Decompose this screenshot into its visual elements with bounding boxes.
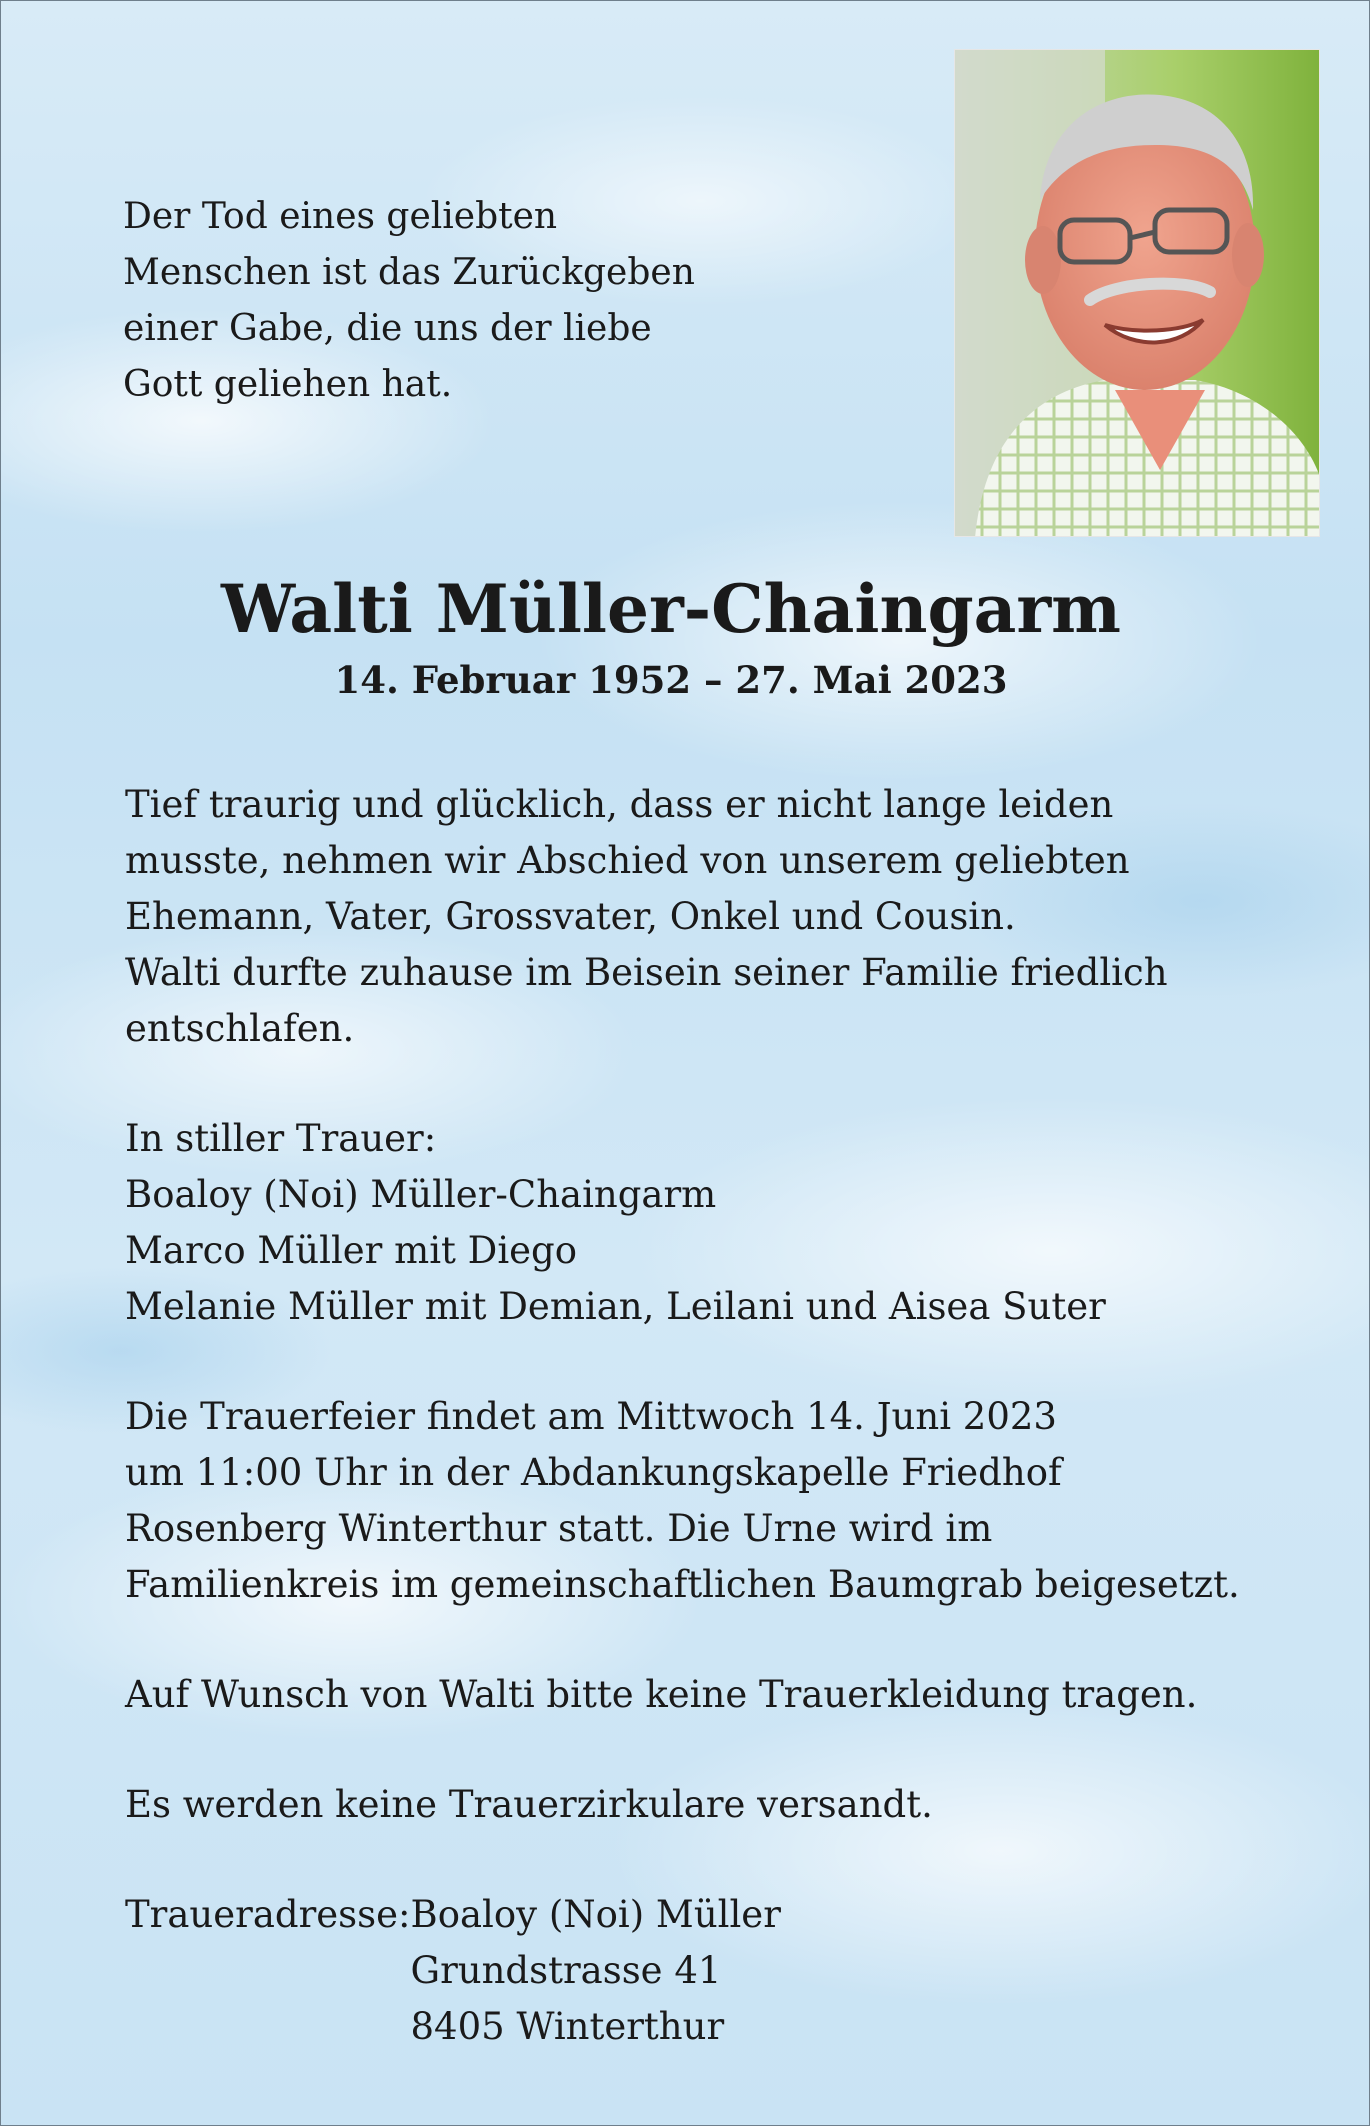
- text-line: um 11:00 Uhr in der Abdankungskapelle Friedhof: [125, 1451, 1062, 1494]
- intro-paragraph: [125, 777, 1325, 1057]
- address-lines: [411, 1887, 781, 2055]
- request-paragraph: [125, 1667, 1325, 1723]
- text-line: In stiller Trauer:: [125, 1117, 437, 1160]
- address-line: Grundstrasse 41: [410, 1949, 722, 1992]
- mourners-paragraph: [125, 1111, 1325, 1335]
- spacer: [125, 1057, 1325, 1111]
- portrait-photo: [954, 49, 1320, 537]
- portrait-image: [955, 50, 1320, 537]
- quote-line: Der Tod eines geliebten: [123, 196, 558, 237]
- ceremony-paragraph: [125, 1389, 1325, 1613]
- text-line: entschlafen.: [125, 1007, 355, 1050]
- life-dates: 14. Februar 1952 – 27. Mai 2023: [334, 658, 1008, 702]
- text-line: Familienkreis im gemeinschaftlichen Baumgrab beigesetzt.: [125, 1563, 1240, 1606]
- text-line: Auf Wunsch von Walti bitte keine Trauerkleidung tragen.: [125, 1673, 1198, 1716]
- quote-line: einer Gabe, die uns der liebe: [123, 308, 652, 349]
- address-line: Boaloy (Noi) Müller: [410, 1893, 781, 1936]
- address-label: Traueradresse:: [125, 1893, 411, 1936]
- text-line: Die Trauerfeier findet am Mittwoch 14. Juni 2023: [125, 1395, 1057, 1438]
- mourning-address: [125, 1887, 1325, 2055]
- text-line: musste, nehmen wir Abschied von unserem geliebten: [125, 839, 1130, 882]
- text-line: Rosenberg Winterthur statt. Die Urne wird im: [125, 1507, 993, 1550]
- spacer: [125, 1833, 1325, 1887]
- obituary-body: [125, 777, 1325, 2055]
- spacer: [125, 1613, 1325, 1667]
- text-line: Es werden keine Trauerzirkulare versandt.: [125, 1783, 933, 1826]
- spacer: [125, 1335, 1325, 1389]
- text-line: Walti durfte zuhause im Beisein seiner Familie friedlich: [125, 951, 1168, 994]
- spacer: [125, 1723, 1325, 1777]
- text-line: Marco Müller mit Diego: [125, 1229, 578, 1272]
- text-line: Boaloy (Noi) Müller-Chaingarm: [125, 1173, 717, 1216]
- text-line: Tief traurig und glücklich, dass er nicht lange leiden: [125, 783, 1114, 826]
- circulars-paragraph: [125, 1777, 1325, 1833]
- address-line: 8405 Winterthur: [410, 2005, 725, 2048]
- text-line: Melanie Müller mit Demian, Leilani und Aisea Suter: [125, 1285, 1106, 1328]
- deceased-name: Walti Müller-Chaingarm: [221, 570, 1121, 648]
- quote-line: Gott geliehen hat.: [123, 364, 453, 405]
- quote-line: Menschen ist das Zurückgeben: [123, 252, 695, 293]
- text-line: Ehemann, Vater, Grossvater, Onkel und Cousin.: [125, 895, 1016, 938]
- quote: [123, 189, 695, 413]
